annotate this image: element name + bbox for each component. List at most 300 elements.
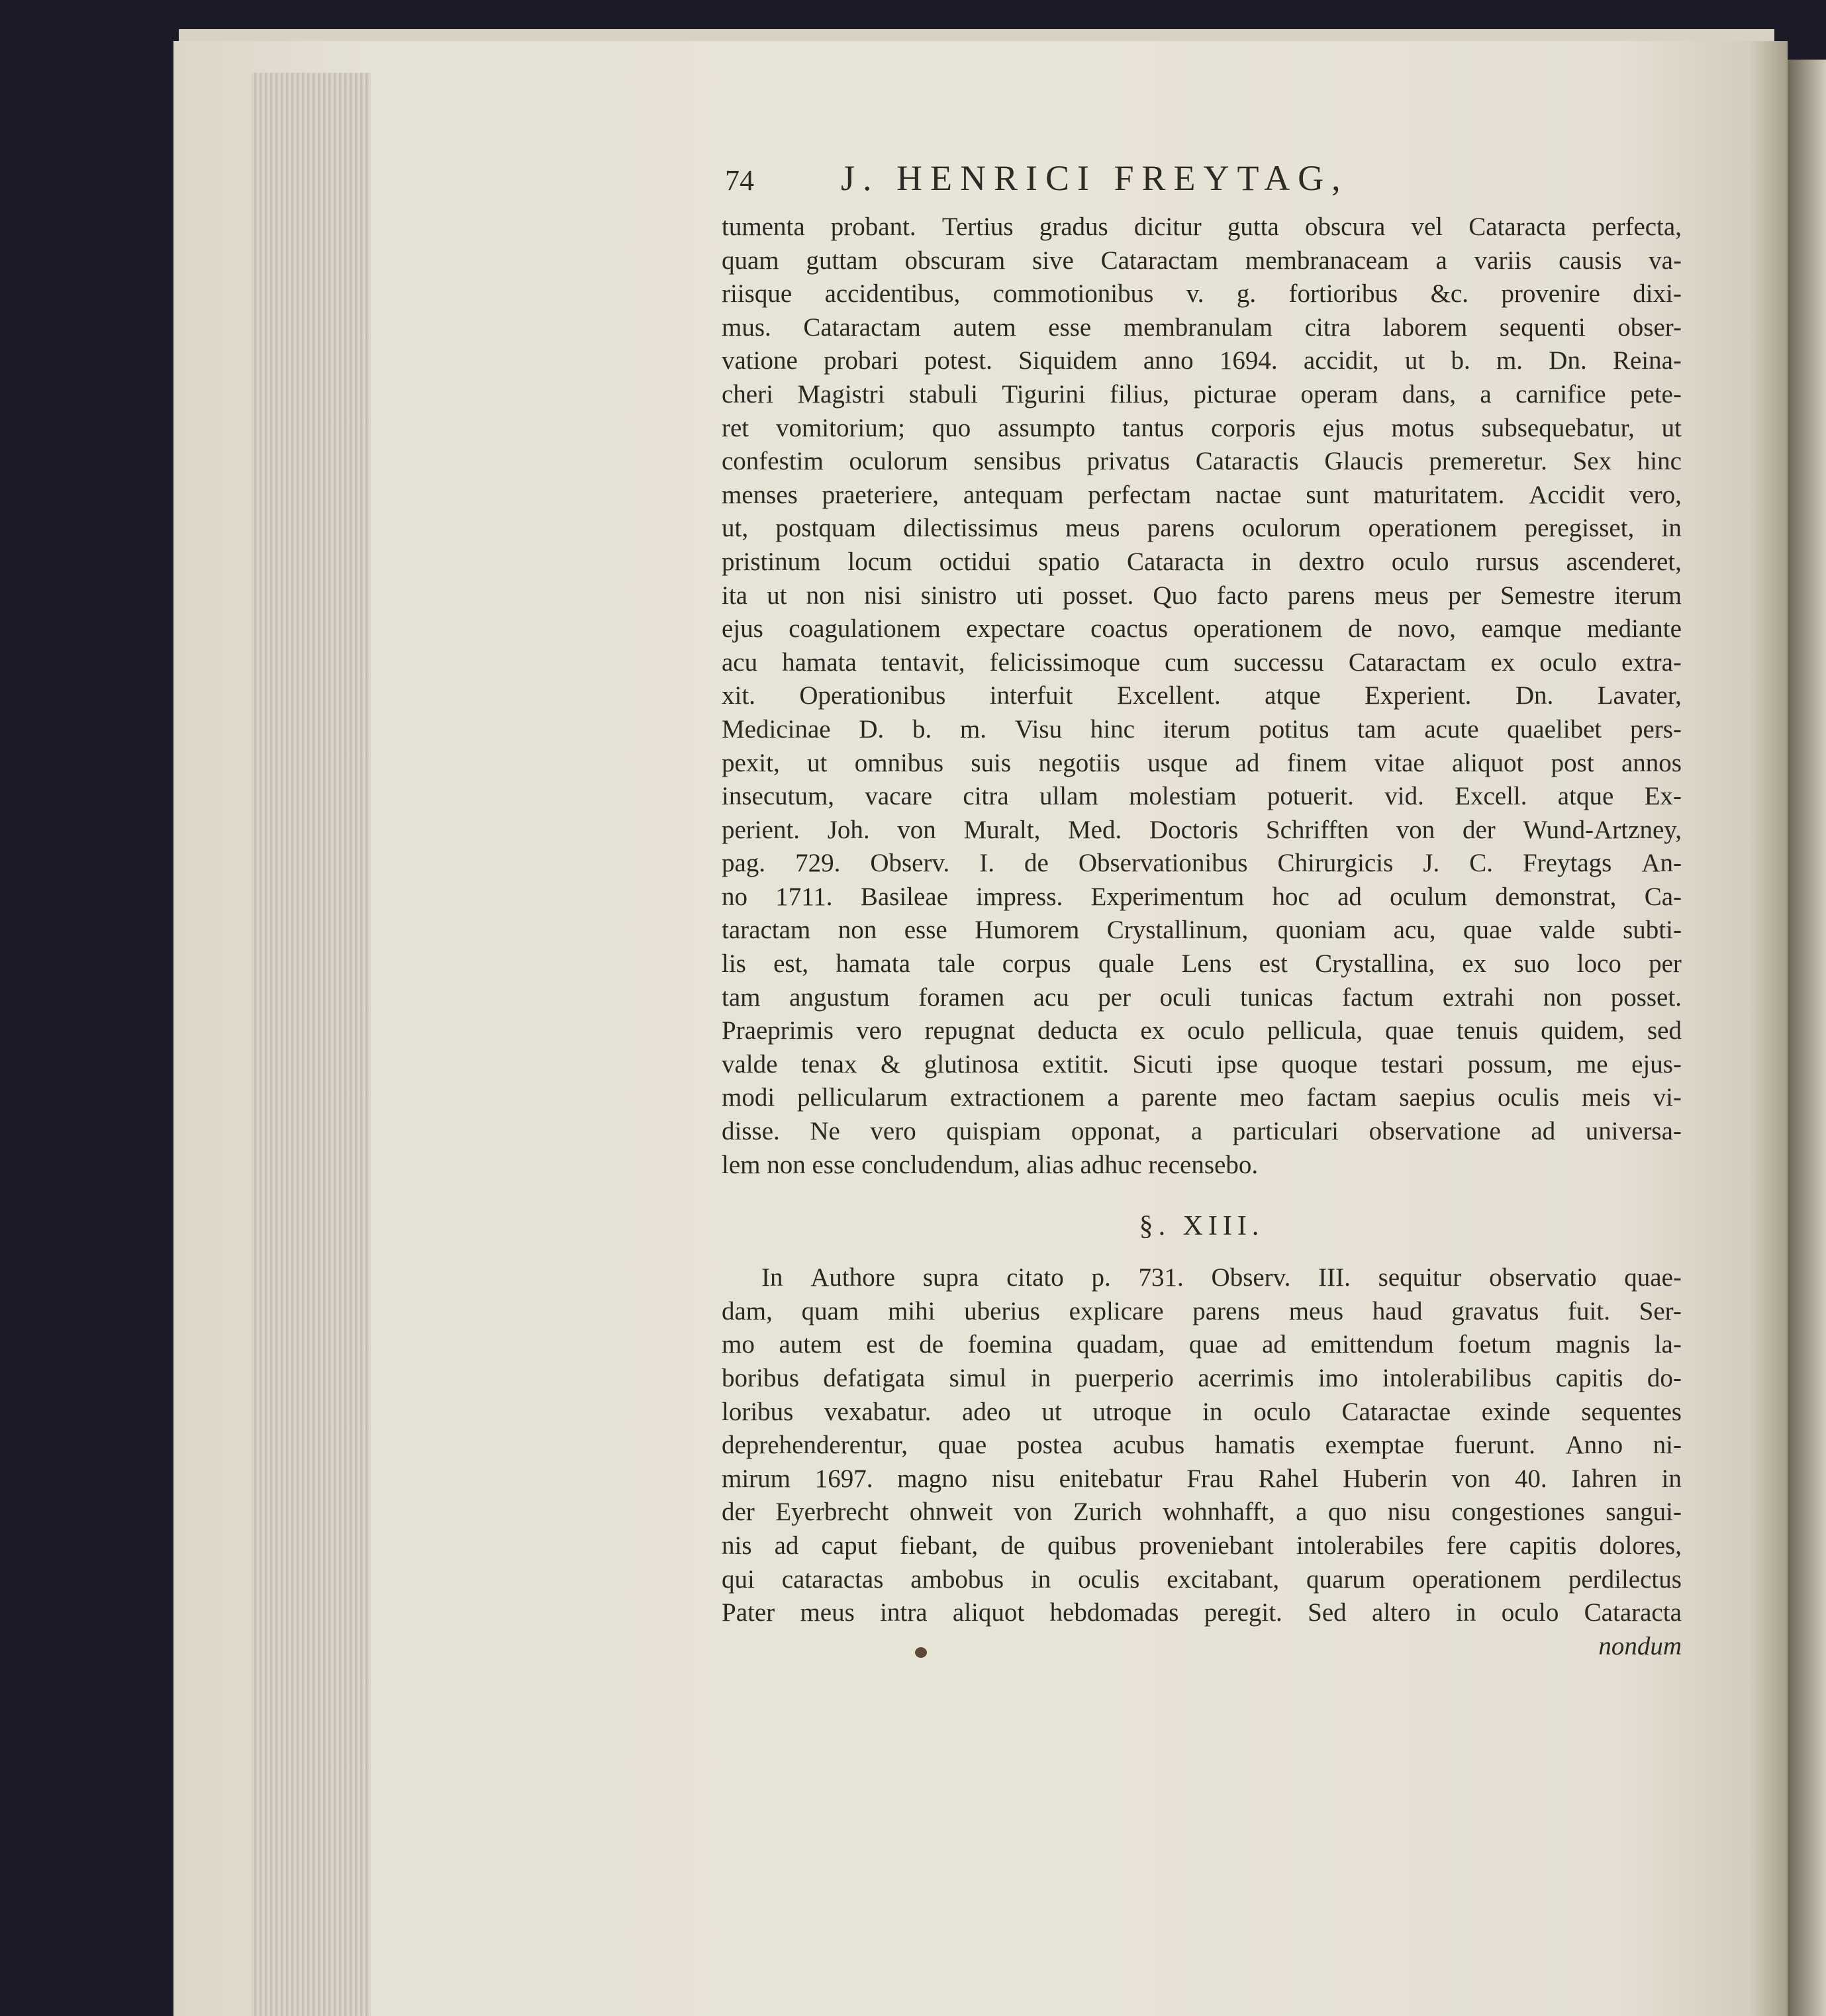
word: Iahren: [1571, 1464, 1637, 1493]
word: oculorum: [849, 447, 948, 476]
word: oculo: [1391, 547, 1449, 576]
word: Freytags: [1523, 849, 1612, 878]
text-line: [722, 1529, 1682, 1563]
word: explicare: [1069, 1296, 1164, 1325]
word: oculi: [1159, 983, 1212, 1012]
word: &: [880, 1049, 901, 1079]
word: emittendum: [1310, 1330, 1434, 1359]
word: fere: [1446, 1531, 1487, 1560]
word: octidui: [939, 547, 1012, 576]
word: uti: [1016, 581, 1043, 610]
word: obscura: [1305, 213, 1386, 241]
text-line: [722, 646, 1682, 680]
text-line: [722, 211, 1682, 244]
word: disse.: [722, 1117, 780, 1146]
word: in: [1030, 1364, 1051, 1392]
word: C.: [1469, 849, 1493, 878]
word: subti-: [1623, 916, 1682, 945]
word: la-: [1654, 1330, 1682, 1359]
word: meus: [1374, 581, 1429, 610]
word: a: [1107, 1083, 1119, 1112]
word: hebdomadas: [1049, 1598, 1179, 1627]
word: deprehenderentur,: [722, 1431, 908, 1460]
word: est: [1259, 949, 1288, 979]
word: parens: [1287, 581, 1355, 610]
word: postquam: [775, 514, 876, 543]
word: aliquot: [1452, 748, 1524, 777]
text-line: [722, 1014, 1682, 1048]
word: loribus: [722, 1397, 794, 1426]
word: peregisset,: [1524, 514, 1635, 543]
word: perient.: [722, 815, 800, 844]
word: Schrifften: [1265, 815, 1369, 844]
word: I.: [979, 849, 994, 878]
word: ejus: [1322, 413, 1365, 442]
word: caput: [821, 1531, 877, 1560]
word: Lens: [1181, 949, 1232, 979]
word: D.: [859, 714, 885, 744]
word: no: [722, 882, 747, 911]
word: Pater: [722, 1598, 775, 1627]
word: dixi-: [1633, 279, 1682, 309]
word: modi: [722, 1083, 775, 1112]
word: Accidit: [1529, 480, 1606, 509]
word: Dn.: [1515, 681, 1554, 710]
word: Sex: [1572, 447, 1612, 476]
word: wohnhafft,: [1163, 1498, 1275, 1527]
word: a: [1190, 1117, 1203, 1146]
word: vacare: [865, 782, 933, 811]
word: suis: [971, 748, 1012, 777]
word: va-: [1649, 246, 1682, 275]
word: sensibus: [973, 447, 1061, 476]
word: oculo: [1187, 1016, 1245, 1045]
word: Tertius: [941, 213, 1014, 241]
word: der: [722, 1498, 755, 1527]
word: sangui-: [1606, 1498, 1682, 1527]
word: m.: [1496, 346, 1523, 375]
word: acubus: [1112, 1431, 1185, 1460]
word: atque: [1557, 782, 1614, 811]
word: quadam,: [1077, 1330, 1165, 1359]
text-line: [722, 914, 1682, 947]
word: operationem: [1412, 1564, 1541, 1594]
word: tunicas: [1240, 983, 1314, 1012]
word: non: [838, 916, 877, 945]
word: quae: [1463, 916, 1512, 945]
word: Visu: [1014, 714, 1063, 744]
word: corpus: [1002, 949, 1071, 979]
word: guttam: [806, 246, 878, 275]
word: esse: [904, 916, 947, 945]
word: ipse: [1216, 1049, 1258, 1079]
word: meo: [1239, 1083, 1284, 1112]
word: commotionibus: [992, 279, 1154, 309]
paragraph-1: [722, 211, 1682, 1182]
word: dextro: [1298, 547, 1365, 576]
page-number: 74: [725, 164, 754, 197]
word: Rahel: [1258, 1464, 1319, 1493]
word: mus.: [722, 312, 771, 342]
word: der: [1462, 815, 1496, 844]
word: nisu: [1387, 1498, 1431, 1527]
word: ejus: [722, 614, 763, 644]
word: imo: [1318, 1364, 1359, 1392]
word: mihi: [887, 1296, 936, 1325]
word: dilectissimus: [903, 514, 1038, 543]
word: potuerit.: [1267, 782, 1354, 811]
word: Cataractam: [1100, 246, 1219, 275]
word: extractionem: [950, 1083, 1085, 1112]
word: p.: [1091, 1263, 1111, 1292]
word: foetum: [1458, 1330, 1531, 1359]
word: vexabatur.: [824, 1397, 932, 1426]
word: Experimentum: [1090, 882, 1245, 911]
word: glutinosa: [924, 1049, 1019, 1079]
word: Huberin: [1343, 1464, 1427, 1493]
word: in: [1030, 1564, 1051, 1594]
word: mediante: [1587, 614, 1682, 644]
word: a: [1480, 379, 1492, 408]
word: insecutum,: [722, 782, 835, 811]
text-line: [722, 679, 1682, 713]
word: Eyerbrecht: [775, 1498, 889, 1527]
word: in: [1251, 547, 1272, 576]
word: nis: [722, 1531, 752, 1560]
word: meus: [1288, 1296, 1344, 1325]
text-line: [722, 445, 1682, 479]
word: Frau: [1186, 1464, 1234, 1493]
word: subsequebatur,: [1481, 413, 1635, 442]
text-line: [722, 1362, 1682, 1396]
word: vero: [856, 1016, 902, 1045]
word: premeretur.: [1429, 447, 1547, 476]
word: ullam: [1039, 782, 1098, 811]
text-line: [722, 479, 1682, 512]
word: pete-: [1629, 379, 1682, 408]
word: Crystallinum,: [1106, 916, 1249, 945]
word: ut: [1041, 1397, 1062, 1426]
word: ad: [774, 1531, 799, 1560]
word: quo: [932, 413, 971, 442]
word: defatigata: [823, 1364, 926, 1392]
word: ascenderet,: [1566, 547, 1682, 576]
word: Cataracta: [1584, 1598, 1682, 1627]
word: post: [1551, 748, 1594, 777]
word: lem: [722, 1150, 767, 1179]
word: Basileae: [860, 882, 948, 911]
word: ex: [1462, 949, 1487, 979]
word: anno: [1143, 346, 1194, 375]
word: potest.: [924, 346, 992, 375]
word: acerrimis: [1198, 1364, 1294, 1392]
word: ex: [1490, 648, 1515, 677]
word: meus: [1065, 514, 1120, 543]
word: hamata: [782, 648, 857, 677]
word: Lavater,: [1597, 681, 1682, 710]
word: laborem: [1382, 312, 1468, 342]
word: sive: [1032, 246, 1074, 275]
word: qui: [722, 1564, 755, 1594]
word: de: [919, 1330, 944, 1359]
word: meis: [1582, 1083, 1631, 1112]
word: enitebatur: [1059, 1464, 1163, 1493]
word: a: [1296, 1498, 1308, 1527]
running-head: [725, 158, 1586, 217]
word: successu: [1233, 648, 1324, 677]
word: pristinum: [722, 547, 821, 576]
word: tentavit,: [881, 648, 965, 677]
word: finem: [1286, 748, 1347, 777]
word: impress.: [976, 882, 1063, 911]
word: coagulationem: [789, 614, 941, 644]
word: parens: [1147, 514, 1215, 543]
word: testari: [1380, 1049, 1444, 1079]
word: opponat,: [1071, 1117, 1161, 1146]
word: Med.: [1068, 815, 1122, 844]
word: me: [1576, 1049, 1608, 1079]
word: oculo: [1539, 648, 1597, 677]
word: non: [806, 581, 845, 610]
text-line: [722, 1115, 1682, 1149]
word: de: [1347, 614, 1372, 644]
word: Glaucis: [1324, 447, 1404, 476]
word: m.: [959, 714, 987, 744]
word: per: [1448, 581, 1481, 610]
word: Tigurini: [1002, 379, 1086, 408]
word: fiebant,: [900, 1531, 979, 1560]
word: hinc: [1637, 447, 1682, 476]
word: Cataracta: [1468, 213, 1566, 241]
word: intra: [880, 1598, 928, 1627]
word: corporis: [1211, 413, 1296, 442]
word: intolerabilibus: [1382, 1364, 1532, 1392]
word: Sed: [1308, 1598, 1347, 1627]
word: hoc: [1272, 882, 1310, 911]
word: novo,: [1398, 614, 1456, 644]
text-line: [722, 1563, 1682, 1597]
word: Praeprimis: [722, 1016, 834, 1045]
word: acute: [1424, 714, 1479, 744]
text-line: [722, 881, 1682, 914]
word: variis: [1474, 246, 1532, 275]
word: Reina-: [1612, 346, 1682, 375]
word: quidem,: [1541, 1016, 1625, 1045]
word: Observ.: [870, 849, 950, 878]
word: dam,: [722, 1296, 773, 1325]
page-gutter: [1748, 41, 1788, 2016]
text-line: [722, 546, 1682, 579]
word: vomitorium;: [775, 413, 905, 442]
word: accidentibus,: [824, 279, 961, 309]
word: ut: [807, 748, 828, 777]
word: quibus: [1047, 1531, 1117, 1560]
word: von: [1013, 1498, 1053, 1527]
word: posset.: [1062, 581, 1134, 610]
word: tenax: [800, 1049, 857, 1079]
text-line: [722, 1463, 1682, 1496]
word: operationem: [1193, 614, 1323, 644]
word: est,: [773, 949, 809, 979]
word: 729.: [795, 849, 841, 878]
word: quae: [937, 1431, 987, 1460]
word: foemina: [967, 1330, 1053, 1359]
text-line: [722, 512, 1682, 546]
word: quae: [1188, 1330, 1238, 1359]
word: pers-: [1629, 714, 1682, 744]
ink-blot: [915, 1647, 927, 1658]
word: Magistri: [797, 379, 885, 408]
word: membranulam: [1123, 312, 1273, 342]
text-line: [722, 847, 1682, 881]
word: ad: [1531, 1117, 1556, 1146]
word: quae-: [1624, 1263, 1682, 1292]
word: boribus: [722, 1364, 799, 1392]
word: Siquidem: [1018, 346, 1118, 375]
word: dicitur: [1133, 213, 1202, 241]
word: esse: [812, 1150, 862, 1179]
word: &c.: [1430, 279, 1468, 309]
word: ut,: [722, 514, 749, 543]
word: non: [1543, 983, 1582, 1012]
word: capitis: [1509, 1531, 1577, 1560]
word: vitae: [1374, 748, 1425, 777]
text-line: [722, 378, 1682, 412]
word: xit.: [722, 681, 755, 710]
word: ita: [722, 581, 747, 610]
word: vero,: [1629, 480, 1682, 509]
word: quam: [801, 1296, 859, 1325]
word: vel: [1411, 213, 1443, 241]
word: Ca-: [1644, 882, 1682, 911]
text-line: [722, 612, 1682, 646]
word: alias: [1026, 1150, 1081, 1179]
word: postea: [1016, 1431, 1083, 1460]
word: acu,: [1393, 916, 1436, 945]
word: assumpto: [998, 413, 1096, 442]
word: Authore: [810, 1263, 896, 1292]
word: tale: [937, 949, 975, 979]
text-line: [722, 412, 1682, 446]
word: ad: [1235, 748, 1260, 777]
word: magno: [897, 1464, 968, 1493]
word: exinde: [1481, 1397, 1551, 1426]
word: potitus: [1259, 714, 1329, 744]
word: lis: [722, 949, 746, 979]
text-line: [722, 1596, 1682, 1630]
word: privatus: [1086, 447, 1171, 476]
word: spatio: [1037, 547, 1100, 576]
word: Crystallina,: [1315, 949, 1435, 979]
word: citato: [1006, 1263, 1064, 1292]
word: v.: [1186, 279, 1204, 309]
word: observatio: [1489, 1263, 1597, 1292]
word: 731.: [1138, 1263, 1184, 1292]
word: suo: [1514, 949, 1550, 979]
word: ret: [722, 413, 749, 442]
word: coactus: [1090, 614, 1169, 644]
word: molestiam: [1129, 782, 1237, 811]
word: vero: [870, 1117, 916, 1146]
word: dans,: [1402, 379, 1457, 408]
word: nisi: [864, 581, 902, 610]
word: dolores,: [1599, 1531, 1682, 1560]
word: gutta: [1227, 213, 1279, 241]
word: iterum: [1163, 714, 1231, 744]
word: hinc: [1090, 714, 1135, 744]
word: hamata: [836, 949, 910, 979]
word: tam: [722, 983, 761, 1012]
word: praeteriere,: [822, 480, 939, 509]
word: III.: [1318, 1263, 1351, 1292]
word: loco: [1576, 949, 1621, 979]
word: vi-: [1653, 1083, 1682, 1112]
word: Medicinae: [722, 714, 831, 744]
word: puerperio: [1075, 1364, 1174, 1392]
word: parens: [1192, 1296, 1261, 1325]
word: 40.: [1514, 1464, 1547, 1493]
text-line: [722, 1149, 1682, 1182]
running-title: J. HENRICI FREYTAG,: [841, 158, 1349, 198]
word: Muralt,: [963, 815, 1041, 844]
word: acu: [1033, 983, 1069, 1012]
word: oculorum: [1241, 514, 1341, 543]
word: Excell.: [1455, 782, 1527, 811]
word: annos: [1621, 748, 1682, 777]
word: universa-: [1585, 1117, 1682, 1146]
word: g.: [1236, 279, 1257, 309]
word: oculis: [1498, 1083, 1560, 1112]
word: maturitatem.: [1373, 480, 1505, 509]
word: stabuli: [908, 379, 978, 408]
word: Ex-: [1644, 782, 1682, 811]
word: omnibus: [854, 748, 944, 777]
word: obser-: [1617, 312, 1682, 342]
word: exemptae: [1325, 1431, 1425, 1460]
word: Doctoris: [1149, 815, 1239, 844]
word: Anno: [1565, 1431, 1623, 1460]
word: congestiones: [1451, 1498, 1585, 1527]
word: interfuit: [989, 681, 1073, 710]
word: ohnweit: [909, 1498, 993, 1527]
word: extitit.: [1042, 1049, 1110, 1079]
word: sequitur: [1378, 1263, 1462, 1292]
word: citra: [1304, 312, 1351, 342]
word: 1694.: [1219, 346, 1278, 375]
word: quoque: [1281, 1049, 1358, 1079]
word: nactae: [1216, 480, 1282, 509]
word: Quo: [1153, 581, 1198, 610]
word: mirum: [722, 1464, 791, 1493]
word: sequenti: [1499, 312, 1586, 342]
word: facto: [1216, 581, 1269, 610]
word: adhuc: [1080, 1150, 1149, 1179]
word: tenuis: [1456, 1016, 1519, 1045]
text-line: [722, 277, 1682, 311]
word: pag.: [722, 849, 766, 878]
word: 1711.: [775, 882, 833, 911]
word: filius,: [1110, 379, 1170, 408]
word: Wund-Artzney,: [1523, 815, 1682, 844]
word: a: [1435, 246, 1447, 275]
word: Cataractam: [1348, 648, 1466, 677]
word: hamatis: [1214, 1431, 1296, 1460]
word: pexit,: [722, 748, 780, 777]
word: valde: [722, 1049, 778, 1079]
word: vid.: [1384, 782, 1424, 811]
text-line: [722, 747, 1682, 781]
word: ut: [1404, 346, 1425, 375]
